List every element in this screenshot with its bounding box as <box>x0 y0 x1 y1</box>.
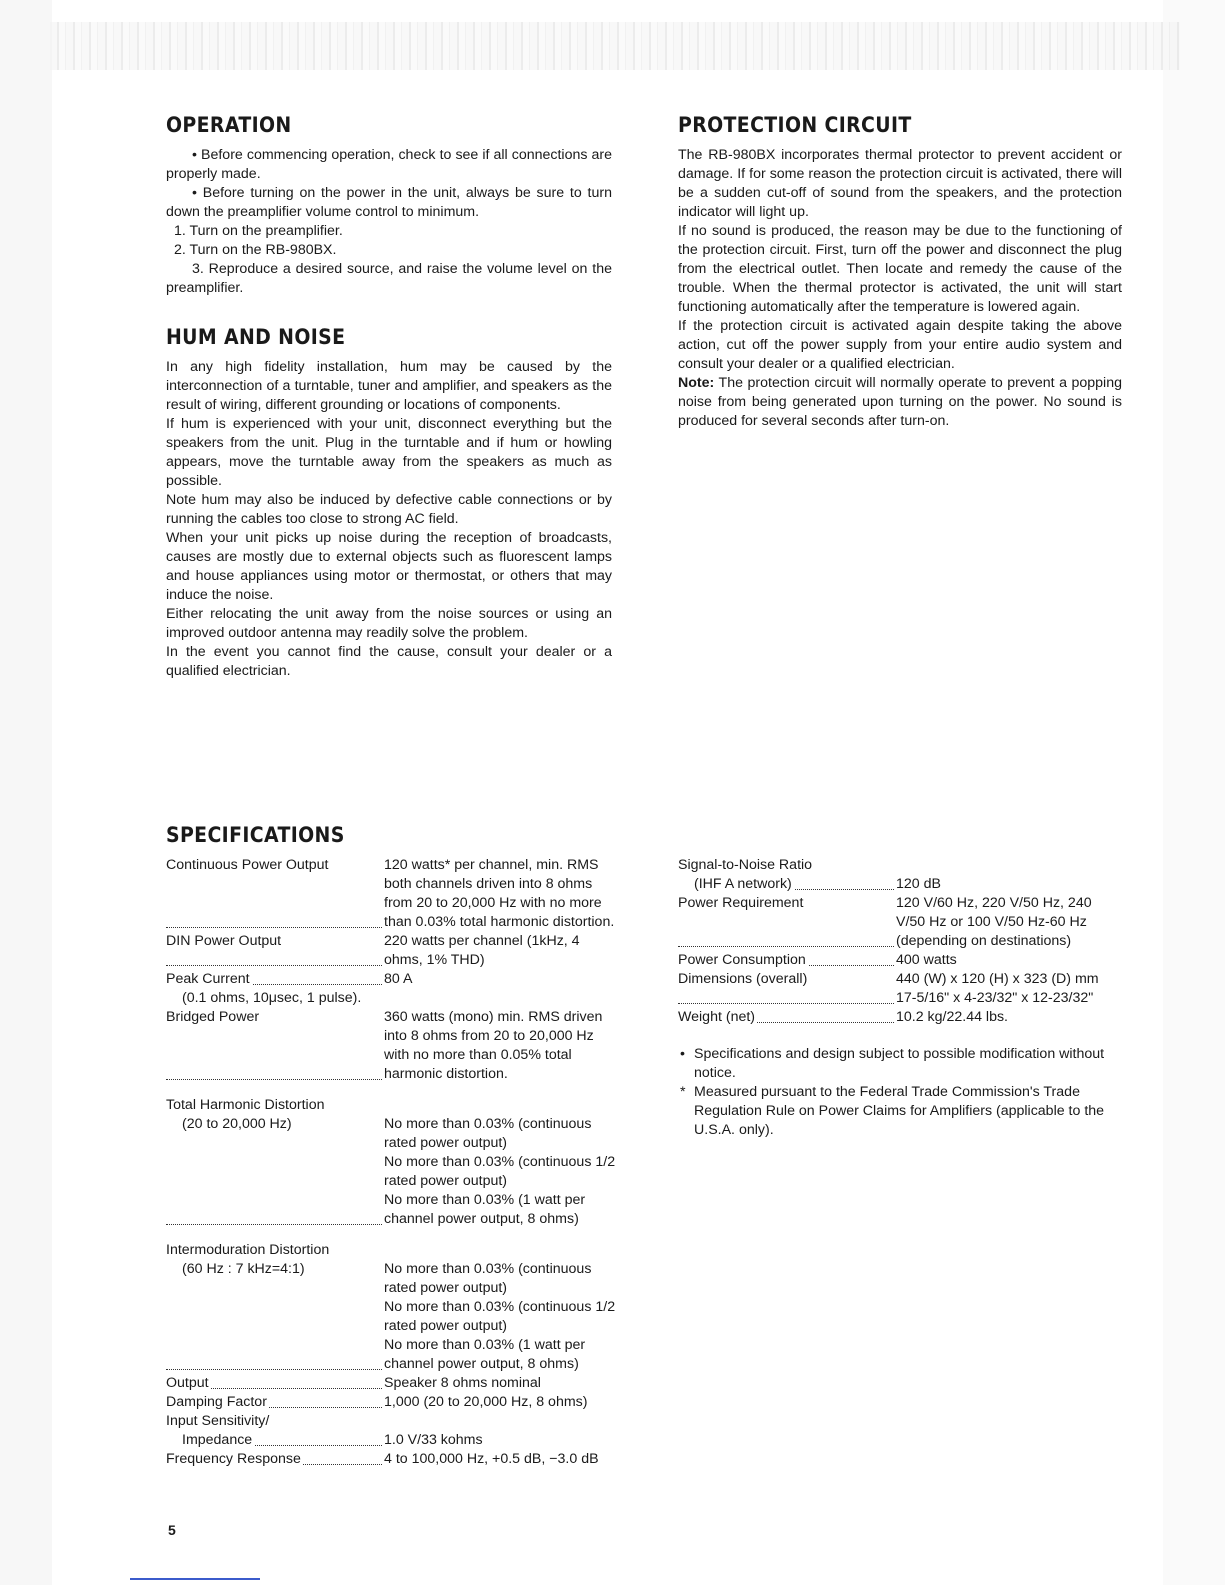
spec-row-bridged-power <box>166 1008 616 1084</box>
spec-label: Power Requirement <box>678 895 804 911</box>
spec-row-snr <box>678 875 1124 894</box>
spec-value: No more than 0.03% (continuous rated power output) <box>384 1116 592 1151</box>
spec-value: 10.2 kg/22.44 lbs. <box>896 1009 1009 1025</box>
spec-row-imd <box>166 1260 616 1374</box>
footnote-text: Specifications and design subject to possible modification without notice. <box>694 1046 1105 1081</box>
spec-row-weight <box>678 1008 1124 1027</box>
operation-para-2: • Before turning on the power in the unit, always be sure to turn down the preamplifier volume control to minimum. <box>166 185 612 220</box>
asterisk-mark: * <box>680 1084 686 1100</box>
hum-para-4: When your unit picks up noise during the reception of broadcasts, causes are mostly due to external objects such as fluorescent lamps and house appliances using motor or thermostat, or others that may induce the noise. <box>166 530 612 603</box>
spec-row-power-requirement <box>678 894 1124 951</box>
hum-noise-heading: HUM AND NOISE <box>166 325 346 349</box>
spec-label: (20 to 20,000 Hz) <box>166 1116 294 1132</box>
spec-label: Dimensions (overall) <box>678 971 808 987</box>
spec-label: DIN Power Output <box>166 933 282 949</box>
scan-margin-left <box>0 0 52 1585</box>
operation-heading: OPERATION <box>166 113 292 137</box>
spec-value: 360 watts (mono) min. RMS driven into 8 ohms from 20 to 20,000 Hz with no more than 0.05% total harmonic distortion. <box>384 1009 603 1082</box>
spec-row-frequency <box>166 1450 616 1469</box>
scan-margin-right <box>1163 0 1225 1585</box>
spec-value: No more than 0.03% (continuous 1/2 rated power output) <box>384 1299 616 1334</box>
left-text-column <box>166 112 612 681</box>
spec-row-damping <box>166 1393 616 1412</box>
hum-para-3: Note hum may also be induced by defective cable connections or by running the cables too close to strong AC field. <box>166 492 612 527</box>
spec-footnote-2 <box>678 1083 1124 1140</box>
scan-artifact-bottom <box>130 1578 260 1580</box>
specifications-left <box>166 822 616 1469</box>
operation-step-1: 1. Turn on the preamplifier. <box>174 223 343 239</box>
spec-value: No more than 0.03% (1 watt per channel power output, 8 ohms) <box>384 1192 586 1227</box>
spec-value: 1.0 V/33 kohms <box>384 1432 483 1448</box>
spec-value: 440 (W) x 120 (H) x 323 (D) mm <box>896 971 1099 987</box>
spec-value: No more than 0.03% (1 watt per channel power output, 8 ohms) <box>384 1337 586 1372</box>
spec-label: Output <box>166 1375 209 1391</box>
right-text-column <box>678 112 1122 431</box>
spec-label: Continuous Power Output <box>166 857 329 873</box>
spec-value: 4 to 100,000 Hz, +0.5 dB, −3.0 dB <box>384 1451 599 1467</box>
spec-value: 120 watts* per channel, min. RMS both channels driven into 8 ohms from 20 to 20,000 Hz with no more than 0.03% total harmonic distortion. <box>384 857 615 930</box>
protection-para-1: The RB-980BX incorporates thermal protector to prevent accident or damage. If for some reason the protection circuit is activated, there will be a sudden cut-off of sound from the speakers, and the protection indicator will light up. <box>678 147 1122 220</box>
operation-step-3: 3. Reproduce a desired source, and raise the volume level on the preamplifier. <box>166 261 612 296</box>
protection-heading: PROTECTION CIRCUIT <box>678 113 912 137</box>
page-number: 5 <box>168 1522 176 1538</box>
spec-row-continuous-power <box>166 856 616 932</box>
specifications-heading: SPECIFICATIONS <box>166 823 345 847</box>
spec-peak-note: (0.1 ohms, 10μsec, 1 pulse). <box>182 990 362 1006</box>
spec-imd-label: Intermoduration Distortion <box>166 1242 330 1258</box>
spec-value: 220 watts per channel (1kHz, 4 ohms, 1% THD) <box>384 933 580 968</box>
spec-row-consumption <box>678 951 1124 970</box>
spec-row-dimensions <box>678 970 1124 1008</box>
protection-para-3: If the protection circuit is activated again despite taking the above action, cut off the power supply from your entire audio system and consult your dealer or a qualified electrician. <box>678 318 1122 372</box>
spec-label: (60 Hz : 7 kHz=4:1) <box>166 1261 307 1277</box>
spec-label: Impedance <box>166 1432 254 1448</box>
hum-para-1: In any high fidelity installation, hum may be caused by the interconnection of a turntable, tuner and amplifier, and speakers as the result of wiring, different grounding or locations of components. <box>166 359 612 413</box>
specifications-right <box>678 856 1124 1140</box>
spec-value: 120 dB <box>896 876 941 892</box>
spec-row-output <box>166 1374 616 1393</box>
protection-para-2: If no sound is produced, the reason may be due to the functioning of the protection circuit. First, turn off the power and disconnect the plug from the electrical outlet. Then locate and remedy the cause of the trouble. When the thermal protector is activated, the unit will start functioning automatically after the temperature is lowered again. <box>678 223 1122 315</box>
spec-snr-label: Signal-to-Noise Ratio <box>678 857 813 873</box>
spec-thd-label: Total Harmonic Distortion <box>166 1097 325 1113</box>
spec-row-din-power <box>166 932 616 970</box>
spec-label: Weight (net) <box>678 1009 756 1025</box>
hum-para-2: If hum is experienced with your unit, disconnect everything but the speakers from the unit. Plug in the turntable and if hum or howling appears, move the turntable away from the speakers as much as possible. <box>166 416 612 489</box>
footnote-text: Measured pursuant to the Federal Trade Commission's Trade Regulation Rule on Power Claims for Amplifiers (applicable to the U.S.A. only). <box>694 1084 1105 1138</box>
spec-label: Power Consumption <box>678 952 806 968</box>
note-text: The protection circuit will normally operate to prevent a popping noise from being generated upon turning on the power. No sound is produced for several seconds after turn-on. <box>678 375 1122 429</box>
spec-label: Peak Current <box>166 971 250 987</box>
spec-row-input <box>166 1431 616 1450</box>
spec-row-thd <box>166 1115 616 1229</box>
operation-step-2: 2. Turn on the RB-980BX. <box>174 242 337 258</box>
hum-para-6: In the event you cannot find the cause, consult your dealer or a qualified electrician. <box>166 644 612 679</box>
spec-input-label: Input Sensitivity/ <box>166 1413 270 1429</box>
spec-value: 17-5/16" x 4-23/32" x 12-23/32" <box>896 990 1094 1006</box>
spec-value: No more than 0.03% (continuous rated power output) <box>384 1261 592 1296</box>
operation-para-1: • Before commencing operation, check to see if all connections are properly made. <box>166 147 612 182</box>
protection-note <box>678 374 1122 431</box>
spec-value: 1,000 (20 to 20,000 Hz, 8 ohms) <box>384 1394 588 1410</box>
note-label: Note: <box>678 375 715 391</box>
spec-label: Frequency Response <box>166 1451 301 1467</box>
spec-footnote-1 <box>678 1045 1124 1083</box>
spec-value: Speaker 8 ohms nominal <box>384 1375 541 1391</box>
scan-artifact-top <box>50 22 1180 70</box>
spec-value: 120 V/60 Hz, 220 V/50 Hz, 240 V/50 Hz or 100 V/50 Hz-60 Hz (depending on destinations) <box>896 895 1092 949</box>
spec-value: 400 watts <box>896 952 957 968</box>
spec-label: Damping Factor <box>166 1394 267 1410</box>
spec-row-peak-current <box>166 970 616 989</box>
spec-value: 80 A <box>384 971 413 987</box>
spec-label: Bridged Power <box>166 1009 260 1025</box>
spec-value: No more than 0.03% (continuous 1/2 rated power output) <box>384 1154 616 1189</box>
hum-para-5: Either relocating the unit away from the noise sources or using an improved outdoor antenna may readily solve the problem. <box>166 606 612 641</box>
bullet-mark: • <box>680 1046 685 1062</box>
spec-label: (IHF A network) <box>678 876 794 892</box>
